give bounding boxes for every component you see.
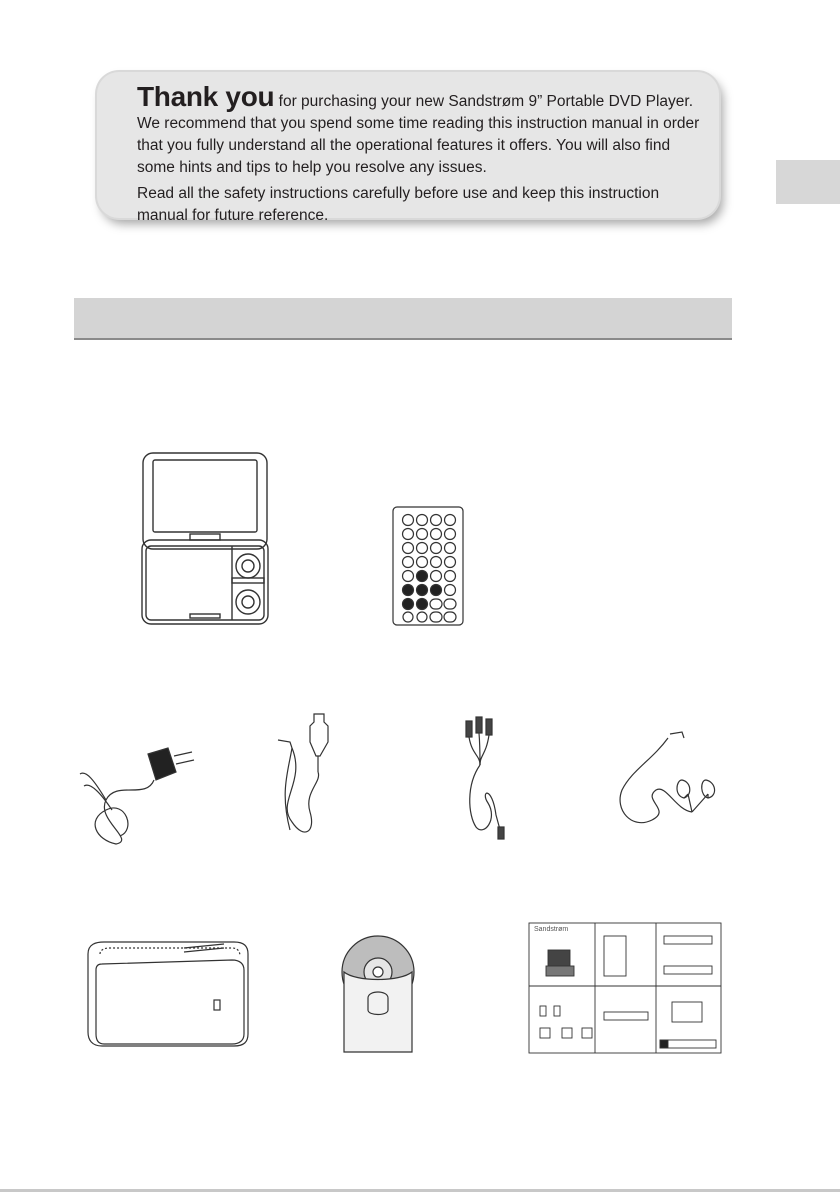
av-cable-illustration [462, 715, 522, 841]
earphones-illustration [612, 730, 728, 834]
remote-control-illustration [392, 506, 464, 626]
intro-paragraph-1-rest: We recommend that you spend some time reading this instruction manual in order that you fully understand all the operational features it offers. You will also find some hints and tips to help you resolve any issues. [137, 115, 700, 176]
portable-dvd-player-illustration [140, 450, 270, 626]
disc-sleeve-illustration [340, 928, 416, 1060]
quick-guide-brand: Sandstrøm [534, 926, 569, 933]
side-tab-marker [776, 160, 840, 204]
car-adapter-illustration [276, 712, 346, 846]
quick-start-guide-illustration [528, 922, 722, 1054]
section-header-bar [74, 298, 732, 340]
intro-paragraph-1 [137, 81, 707, 179]
ac-adapter-illustration [76, 740, 206, 850]
carry-bag-illustration [84, 940, 252, 1048]
intro-paragraph-2: Read all the safety instructions carefully before use and keep this instruction manual for future reference. [137, 185, 660, 224]
thank-you-title: Thank you [137, 81, 275, 112]
thank-you-lead: for purchasing your new Sandstrøm 9” Portable DVD Player. [278, 93, 694, 110]
thank-you-text [137, 81, 707, 227]
